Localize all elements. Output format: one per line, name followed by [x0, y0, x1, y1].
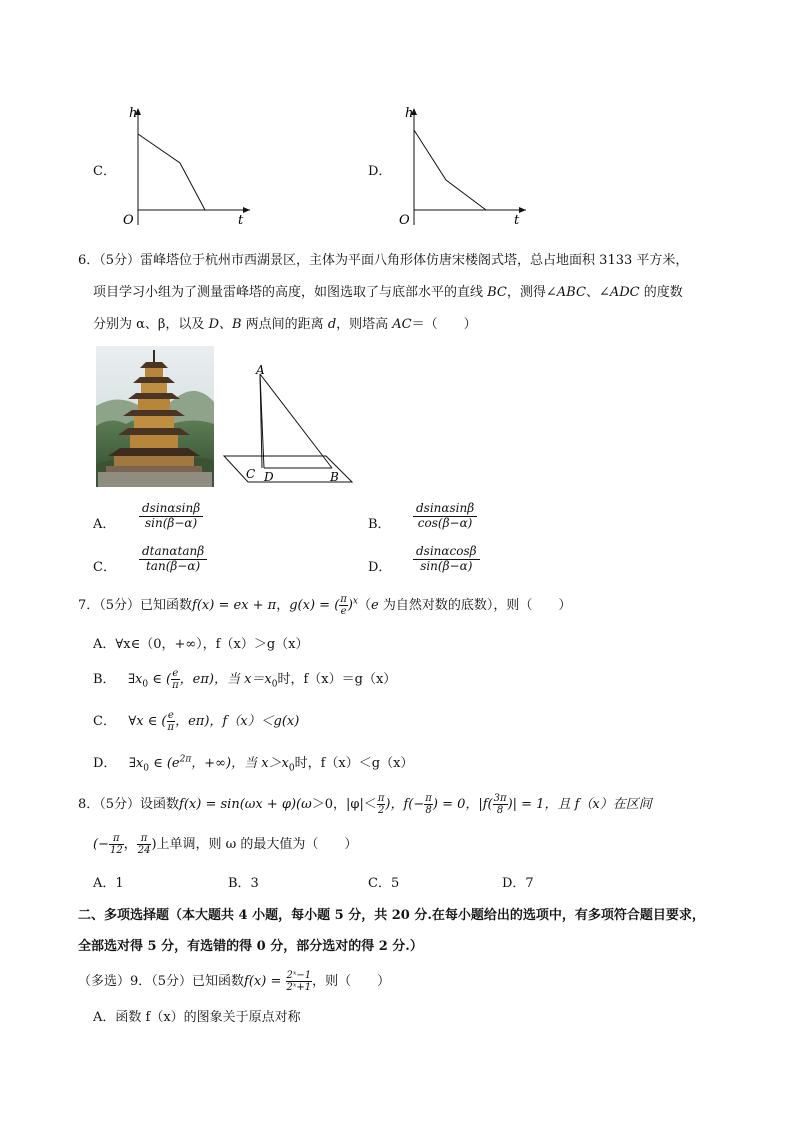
q8-stem-line1: 8．（5分）设函数f(x) = sin(ωx + φ)(ω＞0，|φ|＜ $\frac{\pi}{2}$ )，f(− $\frac{\pi}{8}$ ) = 0，|f( $\frac{3\pi}{8}$ )| = 1，且 f（x）在区间	[78, 793, 652, 816]
graph-d-label: D．	[368, 164, 392, 179]
graph-c-origin: O	[123, 213, 134, 225]
section2-heading-line2: 全部选对得 5 分，有选错的得 0 分，部分选对的得 2 分.）	[78, 939, 423, 954]
fig-label-c: C	[246, 467, 256, 481]
q8-stem-line2: (− $\frac{\pi}{12}$ ， $\frac{\pi}{24}$ )上单调，则 ω 的最大值为（ ）	[93, 833, 358, 856]
q8-option-d: D．7	[502, 876, 534, 891]
q6-option-d: $\frac{dsin\alpha\cos\beta}{\sin(\beta-\alpha)}$	[413, 545, 480, 574]
graph-d-origin: O	[399, 213, 410, 225]
q7-option-a: A．∀x∈（0，+∞），f（x）＞g（x）	[93, 637, 309, 652]
graph-c-t-axis: t	[238, 213, 244, 225]
q9-stem: （多选）9．（5分）已知函数f(x) = $\frac{\text{2ˣ−1}}{\text{2ˣ+1}}$ ，则（ ）	[78, 970, 391, 993]
section2-heading-line1: 二、多项选择题（本大题共 4 小题，每小题 5 分，共 20 分.在每小题给出的选项中，有多项符合题目要求，	[78, 908, 705, 923]
graph-d-h-axis: h	[405, 106, 414, 121]
q7-option-c: C． ∀x ∈ ( $\frac{e}{\pi}$ ，eπ)，f（x）＜g(x)	[93, 710, 300, 733]
q6-option-c: $\frac{dtan\alpha\tan\beta}{\tan(\beta-\alpha)}$	[139, 545, 207, 574]
q8-option-a: A．1	[93, 876, 124, 891]
q7-option-b: B． $\exists x_0$ ∈ ( $\frac{e}{\pi}$ ，eπ)，当 $x=x_0$时，f（x）＝g（x）	[93, 668, 397, 691]
q7-stem: 7．（5分）已知函数f(x) = ex + π，g(x) = ( $\frac{\pi}{e}$ )$^x$（e 为自然对数的底数），则（ ）	[78, 594, 572, 617]
triangle-figure	[222, 362, 356, 488]
pagoda-photo	[96, 346, 214, 487]
q6-line2: 项目学习小组为了测量雷峰塔的高度，如图选取了与底部水平的直线 BC，测得∠ABC、∠ADC 的度数	[93, 285, 683, 300]
q6-option-b-label: B．	[368, 517, 391, 532]
q7-option-d: D． $\exists x_0$ ∈ ($e^{2\pi}$，+∞)，当 $x>x_0$时，f（x）＜g（x）	[93, 754, 414, 774]
q6-option-a: $\frac{dsin\alpha\sin\beta}{\sin(\beta-\alpha)}$	[139, 502, 203, 531]
q6-line3: 分别为 α、β，以及 D、B 两点间的距离 d，则塔高 AC＝（ ）	[93, 317, 477, 332]
fig-label-b: B	[330, 470, 339, 484]
q6-option-a-label: A．	[93, 517, 116, 532]
fig-label-a: A	[256, 363, 265, 377]
q6-option-d-label: D．	[368, 560, 392, 575]
graph-d	[386, 100, 536, 225]
graph-c-h-axis: h	[129, 106, 138, 121]
q6-line1: 6．（5分）雷峰塔位于杭州市西湖景区，主体为平面八角形体仿唐宋楼阁式塔，总占地面积 3133 平方米，	[78, 253, 689, 268]
q8-option-b: B．3	[228, 876, 259, 891]
q9-option-a: A．函数 f（x）的图象关于原点对称	[93, 1010, 301, 1025]
graph-d-t-axis: t	[514, 213, 520, 225]
fig-label-d: D	[264, 470, 274, 484]
q6-option-c-label: C．	[93, 560, 116, 575]
q8-option-c: C．5	[368, 876, 400, 891]
graph-c-label: C．	[93, 164, 116, 179]
q6-option-b: $\frac{dsin\alpha\sin\beta}{\cos(\beta-\alpha)}$	[413, 502, 477, 531]
graph-c	[110, 100, 260, 225]
